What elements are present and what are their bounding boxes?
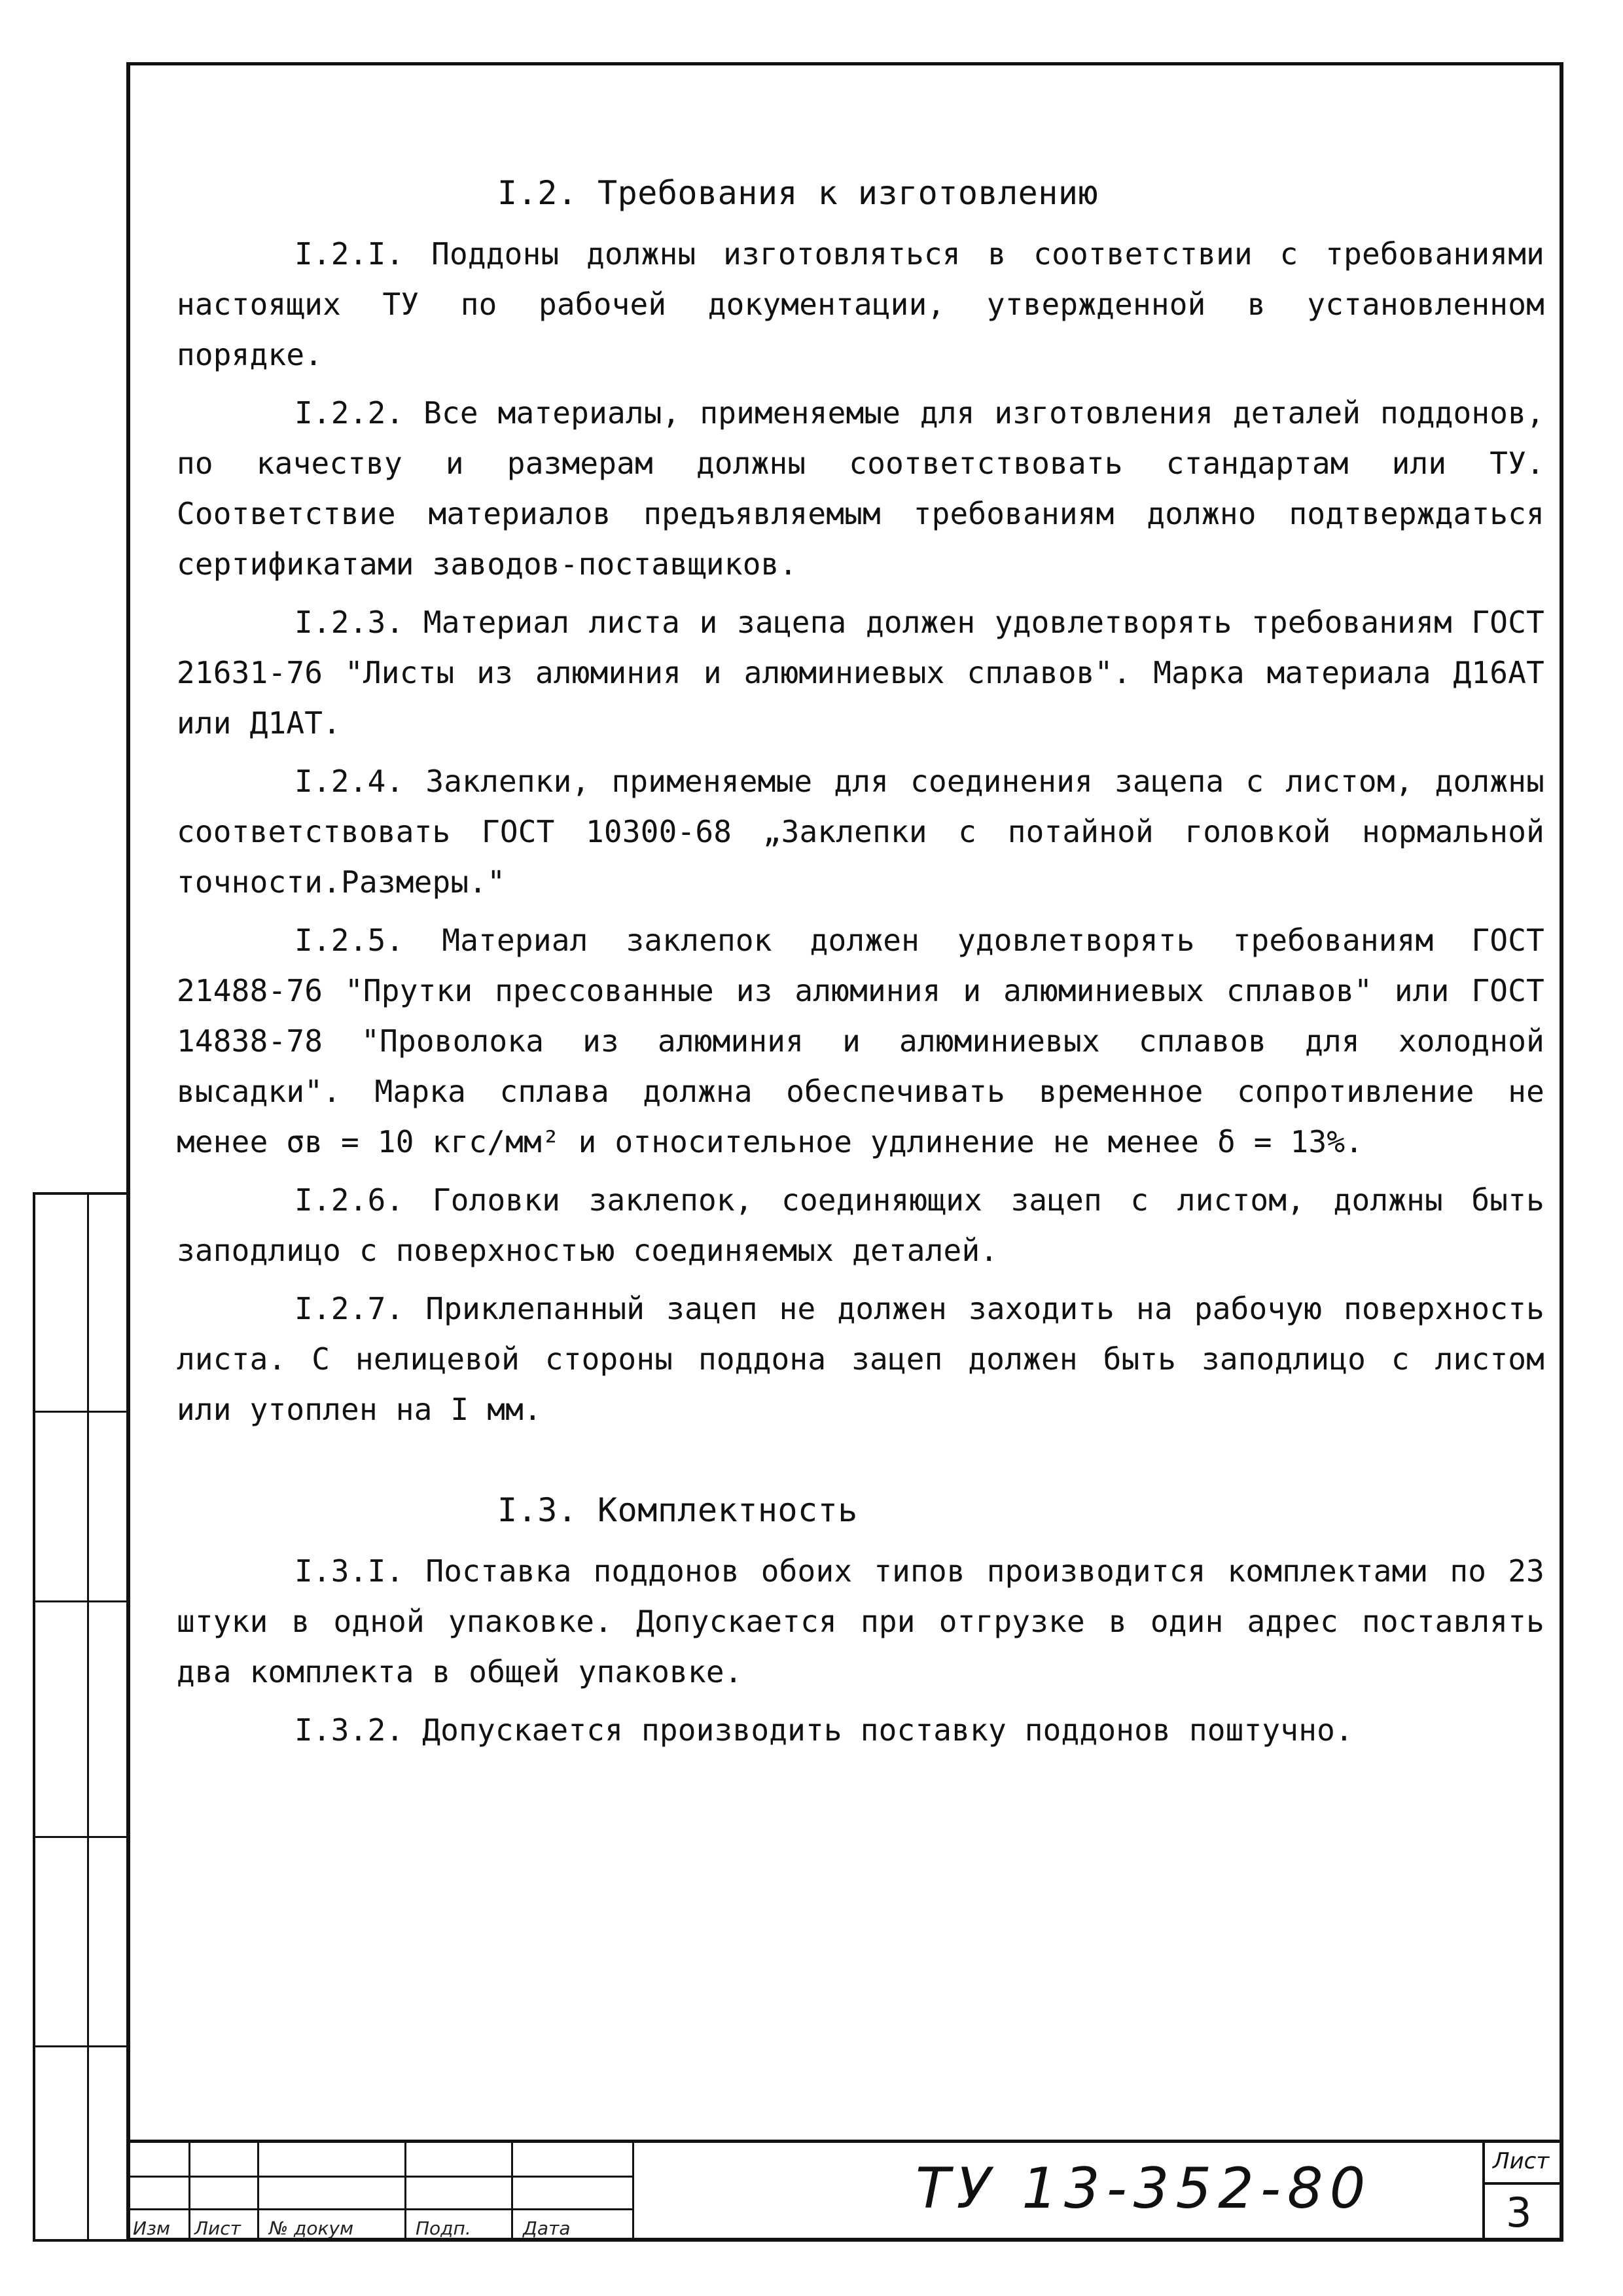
- clause-1-2-7: I.2.7. Приклепанный зацеп не должен заходить на рабочую поверхность листа. С нелицевой стороны поддона зацеп должен быть заподлицо с листом или утоплен на I мм.: [177, 1291, 1544, 1427]
- sheet-number-box: [1482, 2143, 1560, 2241]
- sheet-number: 3: [1506, 2189, 1532, 2236]
- clause-1-2-3: I.2.3. Материал листа и зацепа должен удовлетворять требованиям ГОСТ 21631-76 "Листы из алюминия и алюминиевых сплавов". Марка материала Д16АТ или Д1АТ.: [177, 605, 1544, 741]
- label-date: Дата: [523, 2217, 571, 2239]
- clause-1-2-6: I.2.6. Головки заклепок, соединяющих зацеп с листом, должны быть заподлицо с поверхностью соединяемых деталей.: [177, 1182, 1544, 1268]
- label-sheet: Лист: [194, 2217, 241, 2239]
- clause-1-2-1: I.2.I. Поддоны должны изготовляться в соответствии с требованиями настоящих ТУ по рабочей документации, утвержденной в установленном порядке.: [177, 236, 1544, 372]
- document-code: ТУ 13-352-80: [916, 2156, 1372, 2221]
- revision-grid: [130, 2143, 634, 2241]
- section-heading-manufacturing: I.2. Требования к изготовлению: [497, 174, 1099, 212]
- label-doc-number: № докум: [269, 2217, 354, 2239]
- clause-1-2-4: I.2.4. Заклепки, применяемые для соединения зацепа с листом, должны соответствовать ГОСТ 10300-68 „Заклепки с потайной головкой нормальной точности.Размеры.": [177, 764, 1544, 900]
- label-change: Изм: [133, 2217, 170, 2239]
- title-block: [130, 2140, 1560, 2238]
- clause-1-2-2: I.2.2. Все материалы, применяемые для изготовления деталей поддонов, по качеству и размерам должны соответствовать стандартам или ТУ. Соответствие материалов предъявляемым требованиям должно подтверждаться сертификатами заводов-поставщиков.: [177, 395, 1544, 582]
- clause-1-2-5: I.2.5. Материал заклепок должен удовлетворять требованиям ГОСТ 21488-76 "Прутки прессованные из алюминия и алюминиевых сплавов" или ГОСТ 14838-78 "Проволока из алюминия и алюминиевых сплавов для холодной высадки". Марка сплава должна обеспечивать временное сопротивление не менее σв = 10 кгс/мм² и относительное удлинение не менее δ = 13%.: [177, 923, 1544, 1159]
- label-signature: Подп.: [416, 2217, 471, 2239]
- clause-1-3-2: I.3.2. Допускается производить поставку поддонов поштучно.: [294, 1712, 1353, 1748]
- document-body: [177, 170, 1544, 1763]
- side-stamp-strip: [33, 1192, 126, 2242]
- sheet-label: Лист: [1493, 2148, 1550, 2174]
- clause-1-3-1: I.3.I. Поставка поддонов обоих типов производится комплектами по 23 штуки в одной упаковке. Допускается при отгрузке в один адрес поставлять два комплекта в общей упаковке.: [177, 1553, 1544, 1689]
- section-heading-completeness: I.3. Комплектность: [497, 1491, 858, 1529]
